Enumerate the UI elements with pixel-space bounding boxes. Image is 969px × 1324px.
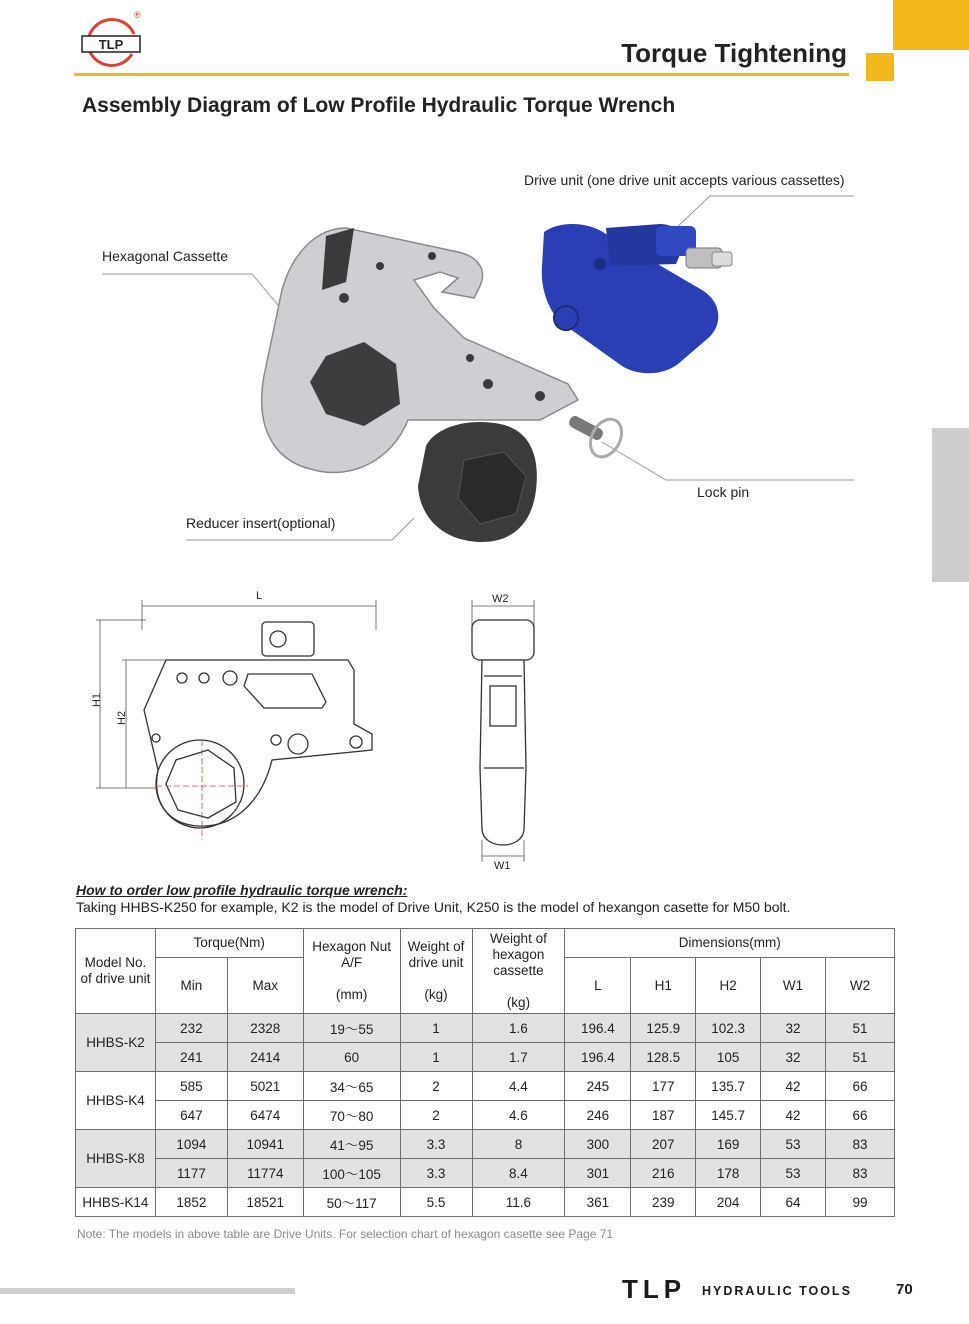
cell-l: 246	[565, 1101, 631, 1130]
cell-max: 11774	[227, 1159, 303, 1188]
cell-max: 18521	[227, 1188, 303, 1217]
cell-min: 241	[155, 1043, 227, 1072]
cell-h1: 187	[631, 1101, 696, 1130]
cell-max: 10941	[227, 1130, 303, 1159]
cell-max: 5021	[227, 1072, 303, 1101]
title-rule	[74, 73, 849, 76]
cell-hex: 34～65	[303, 1072, 400, 1101]
th-weight-drive	[400, 929, 472, 1014]
dim-label-l: L	[256, 590, 263, 602]
spec-table	[75, 928, 895, 1217]
logo-text: TLP	[98, 37, 124, 52]
th-weight-cassette-unit: (kg)	[506, 995, 531, 1010]
header-accent-block	[893, 0, 969, 50]
callout-drive-unit: Drive unit (one drive unit accepts various cassettes)	[524, 172, 845, 188]
cell-l: 245	[565, 1072, 631, 1101]
th-w1: W1	[761, 958, 826, 1014]
cell-l: 300	[565, 1130, 631, 1159]
cell-w2: 66	[826, 1101, 895, 1130]
lock-pin	[567, 414, 627, 462]
callout-reducer: Reducer insert(optional)	[186, 515, 336, 531]
table-row	[76, 1159, 895, 1188]
th-weight-cassette	[472, 929, 565, 1014]
cell-model: HHBS-K4	[76, 1072, 156, 1130]
cell-w1: 32	[761, 1014, 826, 1043]
cell-h2: 135.7	[696, 1072, 761, 1101]
cell-h1: 207	[631, 1130, 696, 1159]
footer-bar	[0, 1288, 295, 1294]
cell-w2: 83	[826, 1159, 895, 1188]
table-row	[76, 1072, 895, 1101]
cell-h2: 105	[696, 1043, 761, 1072]
th-model: Model No. of drive unit	[76, 929, 156, 1014]
drive-unit-fitting	[686, 248, 732, 268]
cell-weight-cassette: 1.6	[472, 1014, 565, 1043]
cell-w1: 42	[761, 1101, 826, 1130]
cell-weight-cassette: 1.7	[472, 1043, 565, 1072]
cell-h2: 102.3	[696, 1014, 761, 1043]
cell-hex: 41～95	[303, 1130, 400, 1159]
cell-h2: 178	[696, 1159, 761, 1188]
cell-weight-drive: 3.3	[400, 1159, 472, 1188]
cell-weight-drive: 1	[400, 1014, 472, 1043]
cell-hex: 100～105	[303, 1159, 400, 1188]
cell-hex: 60	[303, 1043, 400, 1072]
cell-min: 232	[155, 1014, 227, 1043]
cell-w1: 53	[761, 1130, 826, 1159]
cell-hex: 50～117	[303, 1188, 400, 1217]
cell-weight-cassette: 11.6	[472, 1188, 565, 1217]
cell-weight-drive: 3.3	[400, 1130, 472, 1159]
cell-h1: 177	[631, 1072, 696, 1101]
th-w2: W2	[826, 958, 895, 1014]
cell-l: 361	[565, 1188, 631, 1217]
dim-label-w2: W2	[492, 593, 509, 605]
assembly-illustration	[96, 170, 876, 560]
cell-model: HHBS-K8	[76, 1130, 156, 1188]
cell-w2: 66	[826, 1072, 895, 1101]
cell-max: 2414	[227, 1043, 303, 1072]
footer-brand: TLP	[622, 1274, 687, 1304]
header-accent-square	[866, 53, 894, 81]
cell-h1: 239	[631, 1188, 696, 1217]
cell-weight-drive: 5.5	[400, 1188, 472, 1217]
hexagonal-cassette	[262, 228, 578, 473]
front-view	[144, 622, 372, 828]
page-heading: Assembly Diagram of Low Profile Hydraulic Torque Wrench	[82, 94, 676, 117]
th-hexagon-unit: (mm)	[335, 987, 368, 1002]
table-row	[76, 1101, 895, 1130]
callout-hex-cassette: Hexagonal Cassette	[102, 248, 229, 264]
cell-min: 647	[155, 1101, 227, 1130]
cell-weight-drive: 2	[400, 1101, 472, 1130]
cell-h2: 145.7	[696, 1101, 761, 1130]
cell-w1: 64	[761, 1188, 826, 1217]
cell-model: HHBS-K2	[76, 1014, 156, 1072]
cell-weight-cassette: 8	[472, 1130, 565, 1159]
cell-h1: 216	[631, 1159, 696, 1188]
cell-model: HHBS-K14	[76, 1188, 156, 1217]
cell-min: 585	[155, 1072, 227, 1101]
cell-w2: 51	[826, 1014, 895, 1043]
technical-drawing	[86, 590, 556, 875]
th-dimensions: Dimensions(mm)	[565, 929, 895, 958]
cell-h2: 204	[696, 1188, 761, 1217]
th-hexagon	[303, 929, 400, 1014]
ordering-text: Taking HHBS-K250 for example, K2 is the model of Drive Unit, K250 is the model of hexangon casette for M50 bolt.	[76, 899, 791, 915]
cell-max: 6474	[227, 1101, 303, 1130]
cell-w1: 32	[761, 1043, 826, 1072]
th-torque: Torque(Nm)	[155, 929, 303, 958]
page-number: 70	[896, 1281, 913, 1298]
cell-weight-drive: 1	[400, 1043, 472, 1072]
dim-label-h2: H2	[116, 710, 129, 726]
cell-h2: 169	[696, 1130, 761, 1159]
cell-hex: 70～80	[303, 1101, 400, 1130]
cell-w2: 83	[826, 1130, 895, 1159]
cell-w1: 42	[761, 1072, 826, 1101]
table-row	[76, 1043, 895, 1072]
th-weight-drive-unit: (kg)	[424, 987, 448, 1002]
cell-min: 1177	[155, 1159, 227, 1188]
registered-mark: ®	[134, 10, 141, 20]
tlp-logo	[76, 12, 146, 72]
cell-w1: 53	[761, 1159, 826, 1188]
side-tab	[932, 428, 969, 582]
cell-w2: 99	[826, 1188, 895, 1217]
th-weight-drive-label: Weight of drive unit	[407, 939, 465, 970]
reducer-insert	[418, 422, 537, 542]
cell-weight-drive: 2	[400, 1072, 472, 1101]
th-min: Min	[155, 958, 227, 1014]
table-row	[76, 1188, 895, 1217]
ordering-title: How to order low profile hydraulic torque wrench:	[76, 882, 408, 898]
footer-brand-sub: HYDRAULIC TOOLS	[702, 1284, 852, 1298]
side-view	[472, 620, 534, 845]
cell-l: 301	[565, 1159, 631, 1188]
th-weight-cassette-label: Weight of hexagon cassette	[490, 931, 547, 978]
th-max: Max	[227, 958, 303, 1014]
cell-min: 1094	[155, 1130, 227, 1159]
table-row	[76, 1130, 895, 1159]
cell-weight-cassette: 4.6	[472, 1101, 565, 1130]
cell-hex: 19～55	[303, 1014, 400, 1043]
th-l: L	[565, 958, 631, 1014]
cell-h1: 128.5	[631, 1043, 696, 1072]
th-h2: H2	[696, 958, 761, 1014]
cell-h1: 125.9	[631, 1014, 696, 1043]
dim-label-w1: W1	[494, 860, 511, 872]
cell-max: 2328	[227, 1014, 303, 1043]
section-title: Torque Tightening	[621, 38, 847, 68]
th-h1: H1	[631, 958, 696, 1014]
cell-weight-cassette: 4.4	[472, 1072, 565, 1101]
cell-l: 196.4	[565, 1043, 631, 1072]
cell-min: 1852	[155, 1188, 227, 1217]
callout-lock-pin: Lock pin	[697, 484, 750, 500]
cell-l: 196.4	[565, 1014, 631, 1043]
th-hexagon-label: Hexagon Nut A/F	[312, 939, 392, 970]
drive-unit	[542, 224, 732, 373]
cell-weight-cassette: 8.4	[472, 1159, 565, 1188]
footnote: Note: The models in above table are Drive Units. For selection chart of hexagon casette see Page 71	[77, 1227, 614, 1241]
cell-w2: 51	[826, 1043, 895, 1072]
dim-label-h1: H1	[91, 692, 104, 708]
table-row	[76, 1014, 895, 1043]
